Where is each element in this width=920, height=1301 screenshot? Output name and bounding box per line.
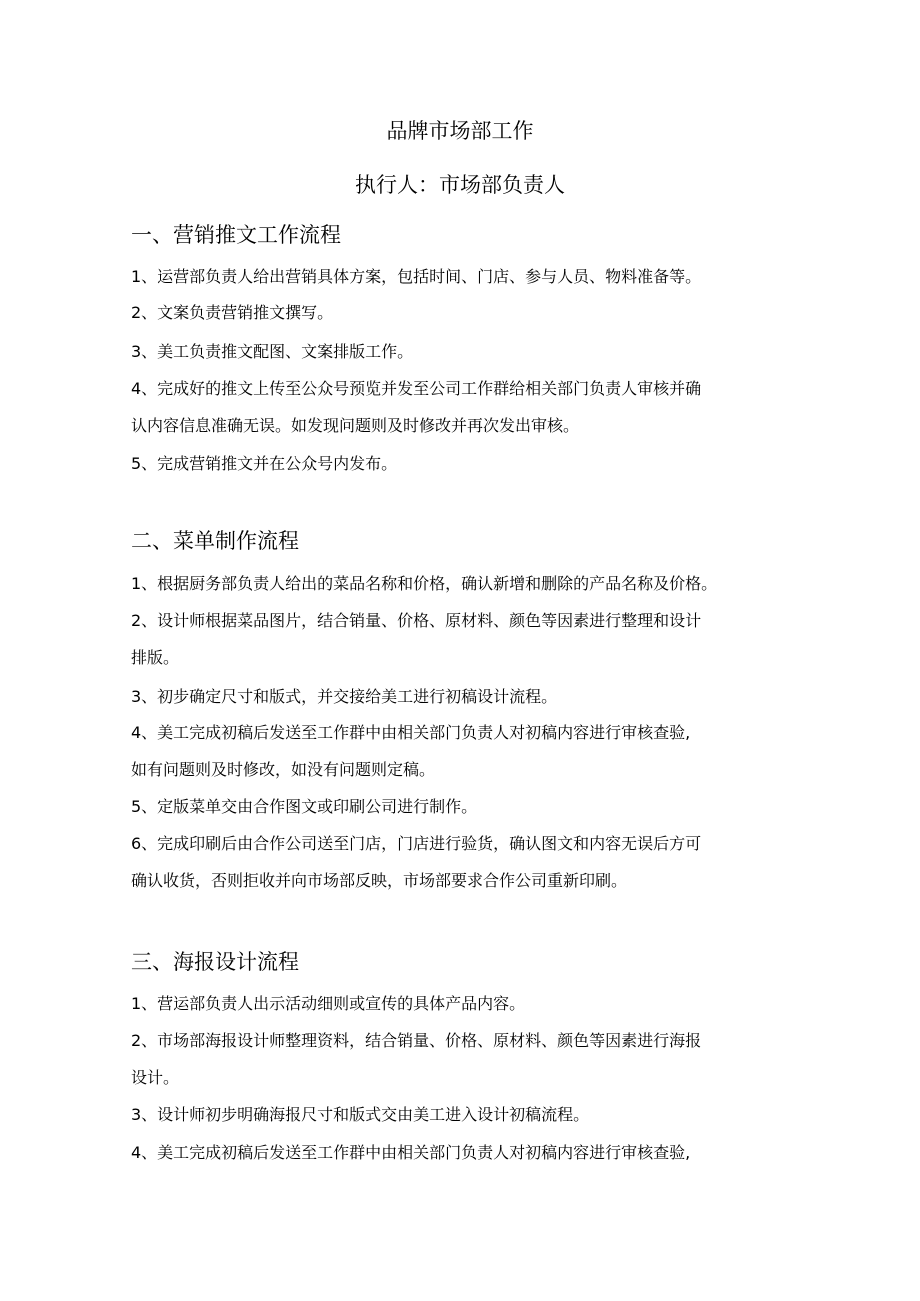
paragraph-line: 认内容信息准确无误。如发现问题则及时修改并再次发出审核。 — [131, 416, 580, 435]
paragraph-line: 3、美工负责推文配图、文案排版工作。 — [131, 342, 414, 361]
section-heading-poster: 三、海报设计流程 — [131, 950, 299, 974]
paragraph-line: 2、文案负责营销推文撰写。 — [131, 303, 334, 322]
paragraph-line: 5、完成营销推文并在公众号内发布。 — [131, 454, 398, 473]
paragraph-line: 2、设计师根据菜品图片，结合销量、价格、原材料、颜色等因素进行整理和设计 — [131, 611, 702, 630]
paragraph-line: 1、营运部负责人出示活动细则或宣传的具体产品内容。 — [131, 994, 526, 1013]
paragraph-line: 6、完成印刷后由合作公司送至门店，门店进行验货，确认图文和内容无误后方可 — [131, 834, 702, 853]
paragraph-line: 排版。 — [131, 648, 180, 667]
section-heading-menu: 二、菜单制作流程 — [131, 529, 299, 553]
paragraph-line: 4、美工完成初稿后发送至工作群中由相关部门负责人对初稿内容进行审核查验, — [131, 1143, 691, 1162]
paragraph-line: 1、根据厨务部负责人给出的菜品名称和价格，确认新增和删除的产品名称及价格。 — [131, 574, 718, 593]
paragraph-line: 3、初步确定尺寸和版式，并交接给美工进行初稿设计流程。 — [131, 687, 558, 706]
paragraph-line: 确认收货，否则拒收并向市场部反映，市场部要求合作公司重新印刷。 — [131, 871, 628, 890]
paragraph-line: 4、美工完成初稿后发送至工作群中由相关部门负责人对初稿内容进行审核查验, — [131, 723, 691, 742]
section-heading-marketing: 一、营销推文工作流程 — [131, 223, 341, 247]
paragraph-line: 2、市场部海报设计师整理资料，结合销量、价格、原材料、颜色等因素进行海报 — [131, 1031, 702, 1050]
document-subtitle: 执行人：市场部负责人 — [355, 173, 565, 197]
paragraph-line: 4、完成好的推文上传至公众号预览并发至公司工作群给相关部门负责人审核并确 — [131, 379, 702, 398]
paragraph-line: 3、设计师初步明确海报尺寸和版式交由美工进入设计初稿流程。 — [131, 1105, 590, 1124]
paragraph-line: 设计。 — [131, 1068, 180, 1087]
document-title: 品牌市场部工作 — [386, 119, 534, 143]
paragraph-line: 5、定版菜单交由合作图文或印刷公司进行制作。 — [131, 797, 478, 816]
paragraph-line: 如有问题则及时修改，如没有问题则定稿。 — [131, 760, 436, 779]
paragraph-line: 1、运营部负责人给出营销具体方案，包括时间、门店、参与人员、物料准备等。 — [131, 267, 702, 286]
